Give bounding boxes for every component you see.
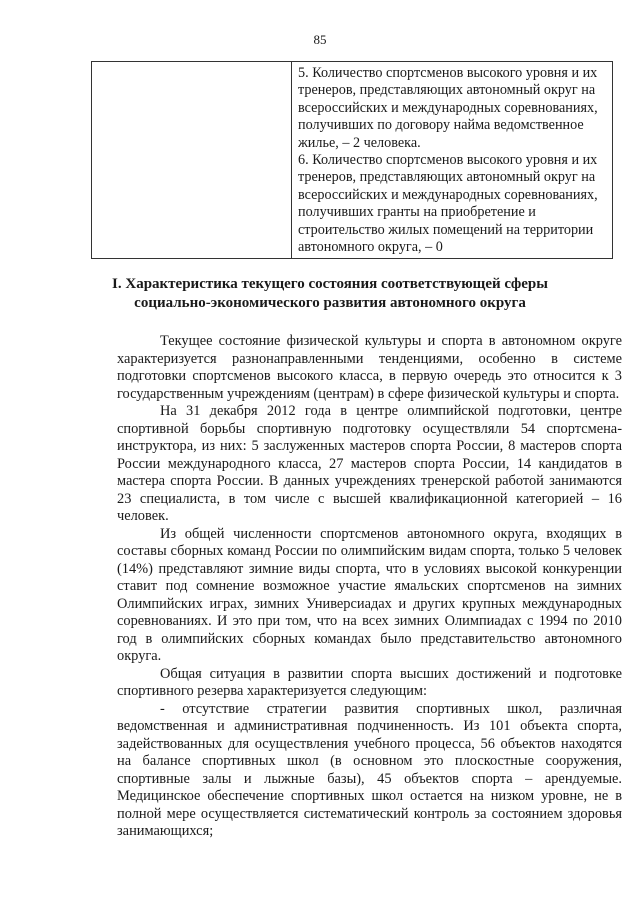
table-item-5: 5. Количество спортсменов высокого уровня и их тренеров, представляющих автономный округ на всероссийских и международных соревнованиях, получивших по договору найма ведомственное жилье, – 2 человека. (298, 65, 598, 151)
paragraph-general-situation: Общая ситуация в развитии спорта высших достижений и подготовке спортивного резерва характеризуется следующим: (117, 665, 622, 699)
paragraph-current-state: Текущее состояние физической культуры и спорта в автономном округе характеризуется разнонаправленными тенденциями, особенно в системе подготовки спортсменов высокого класса, в первую очередь это относится к 3 государственным учреждениям (центрам) в сфере физической культуры и спорта. (117, 333, 622, 402)
paragraph-olympic-training: На 31 декабря 2012 года в центре олимпийской подготовки, центре спортивной борьбы спортивную подготовку осуществляли 54 спортсмена-инструктора, из них: 5 заслуженных мастеров спорта России, 8 мастеров спорта России международного класса, 27 мастеров спорта России, 14 кандидатов в мастера спорта России. В данных учреждениях тренерской работой занимаются 23 специалиста, в том числе с высшей квалификационной категорией – 16 человек. (117, 403, 622, 524)
body-text (117, 333, 622, 841)
page-number: 85 (313, 32, 327, 47)
paragraph-national-teams: Из общей численности спортсменов автономного округа, входящих в составы сборных команд России по олимпийским видам спорта, только 5 человек (14%) представляют зимние виды спорта, что в условиях высокой конкуренции ставит под сомнение возможное участие ямальских спортсменов на зимних Олимпийских играх, зимних Универсиадах и других крупных международных соревнованиях. И это при том, что на всех зимних Олимпиадах с 1994 по 2010 год в олимпийских сборных командах было представительство автономного округа. (117, 525, 622, 664)
section-heading (60, 275, 600, 313)
section-heading-line-1: I. Характеристика текущего состояния соответствующей сферы (112, 276, 548, 292)
table-right-cell (298, 65, 608, 256)
table-item-6: 6. Количество спортсменов высокого уровня и их тренеров, представляющих автономный округ на всероссийских и международных соревнованиях, получивших гранты на приобретение и строительство жилых помещений на территории автономного округа, – 0 (298, 152, 598, 256)
table-fragment (91, 61, 613, 259)
table-left-cell (92, 62, 291, 258)
section-heading-line-2: социально-экономического развития автономного округа (134, 295, 526, 311)
paragraph-sports-schools: - отсутствие стратегии развития спортивных школ, различная ведомственная и административная подчиненность. Из 101 объекта спорта, задействованных для осуществления учебного процесса, 56 объектов находятся на балансе спортивных школ (в основном это плоскостные сооружения, спортивные залы и лыжные базы), 45 объектов спорта – арендуемые. Медицинское обеспечение спортивных школ остается на низком уровне, не в полной мере осуществляется систематический контроль за состоянием здоровья занимающихся; (117, 700, 622, 839)
table-column-divider (291, 62, 292, 258)
